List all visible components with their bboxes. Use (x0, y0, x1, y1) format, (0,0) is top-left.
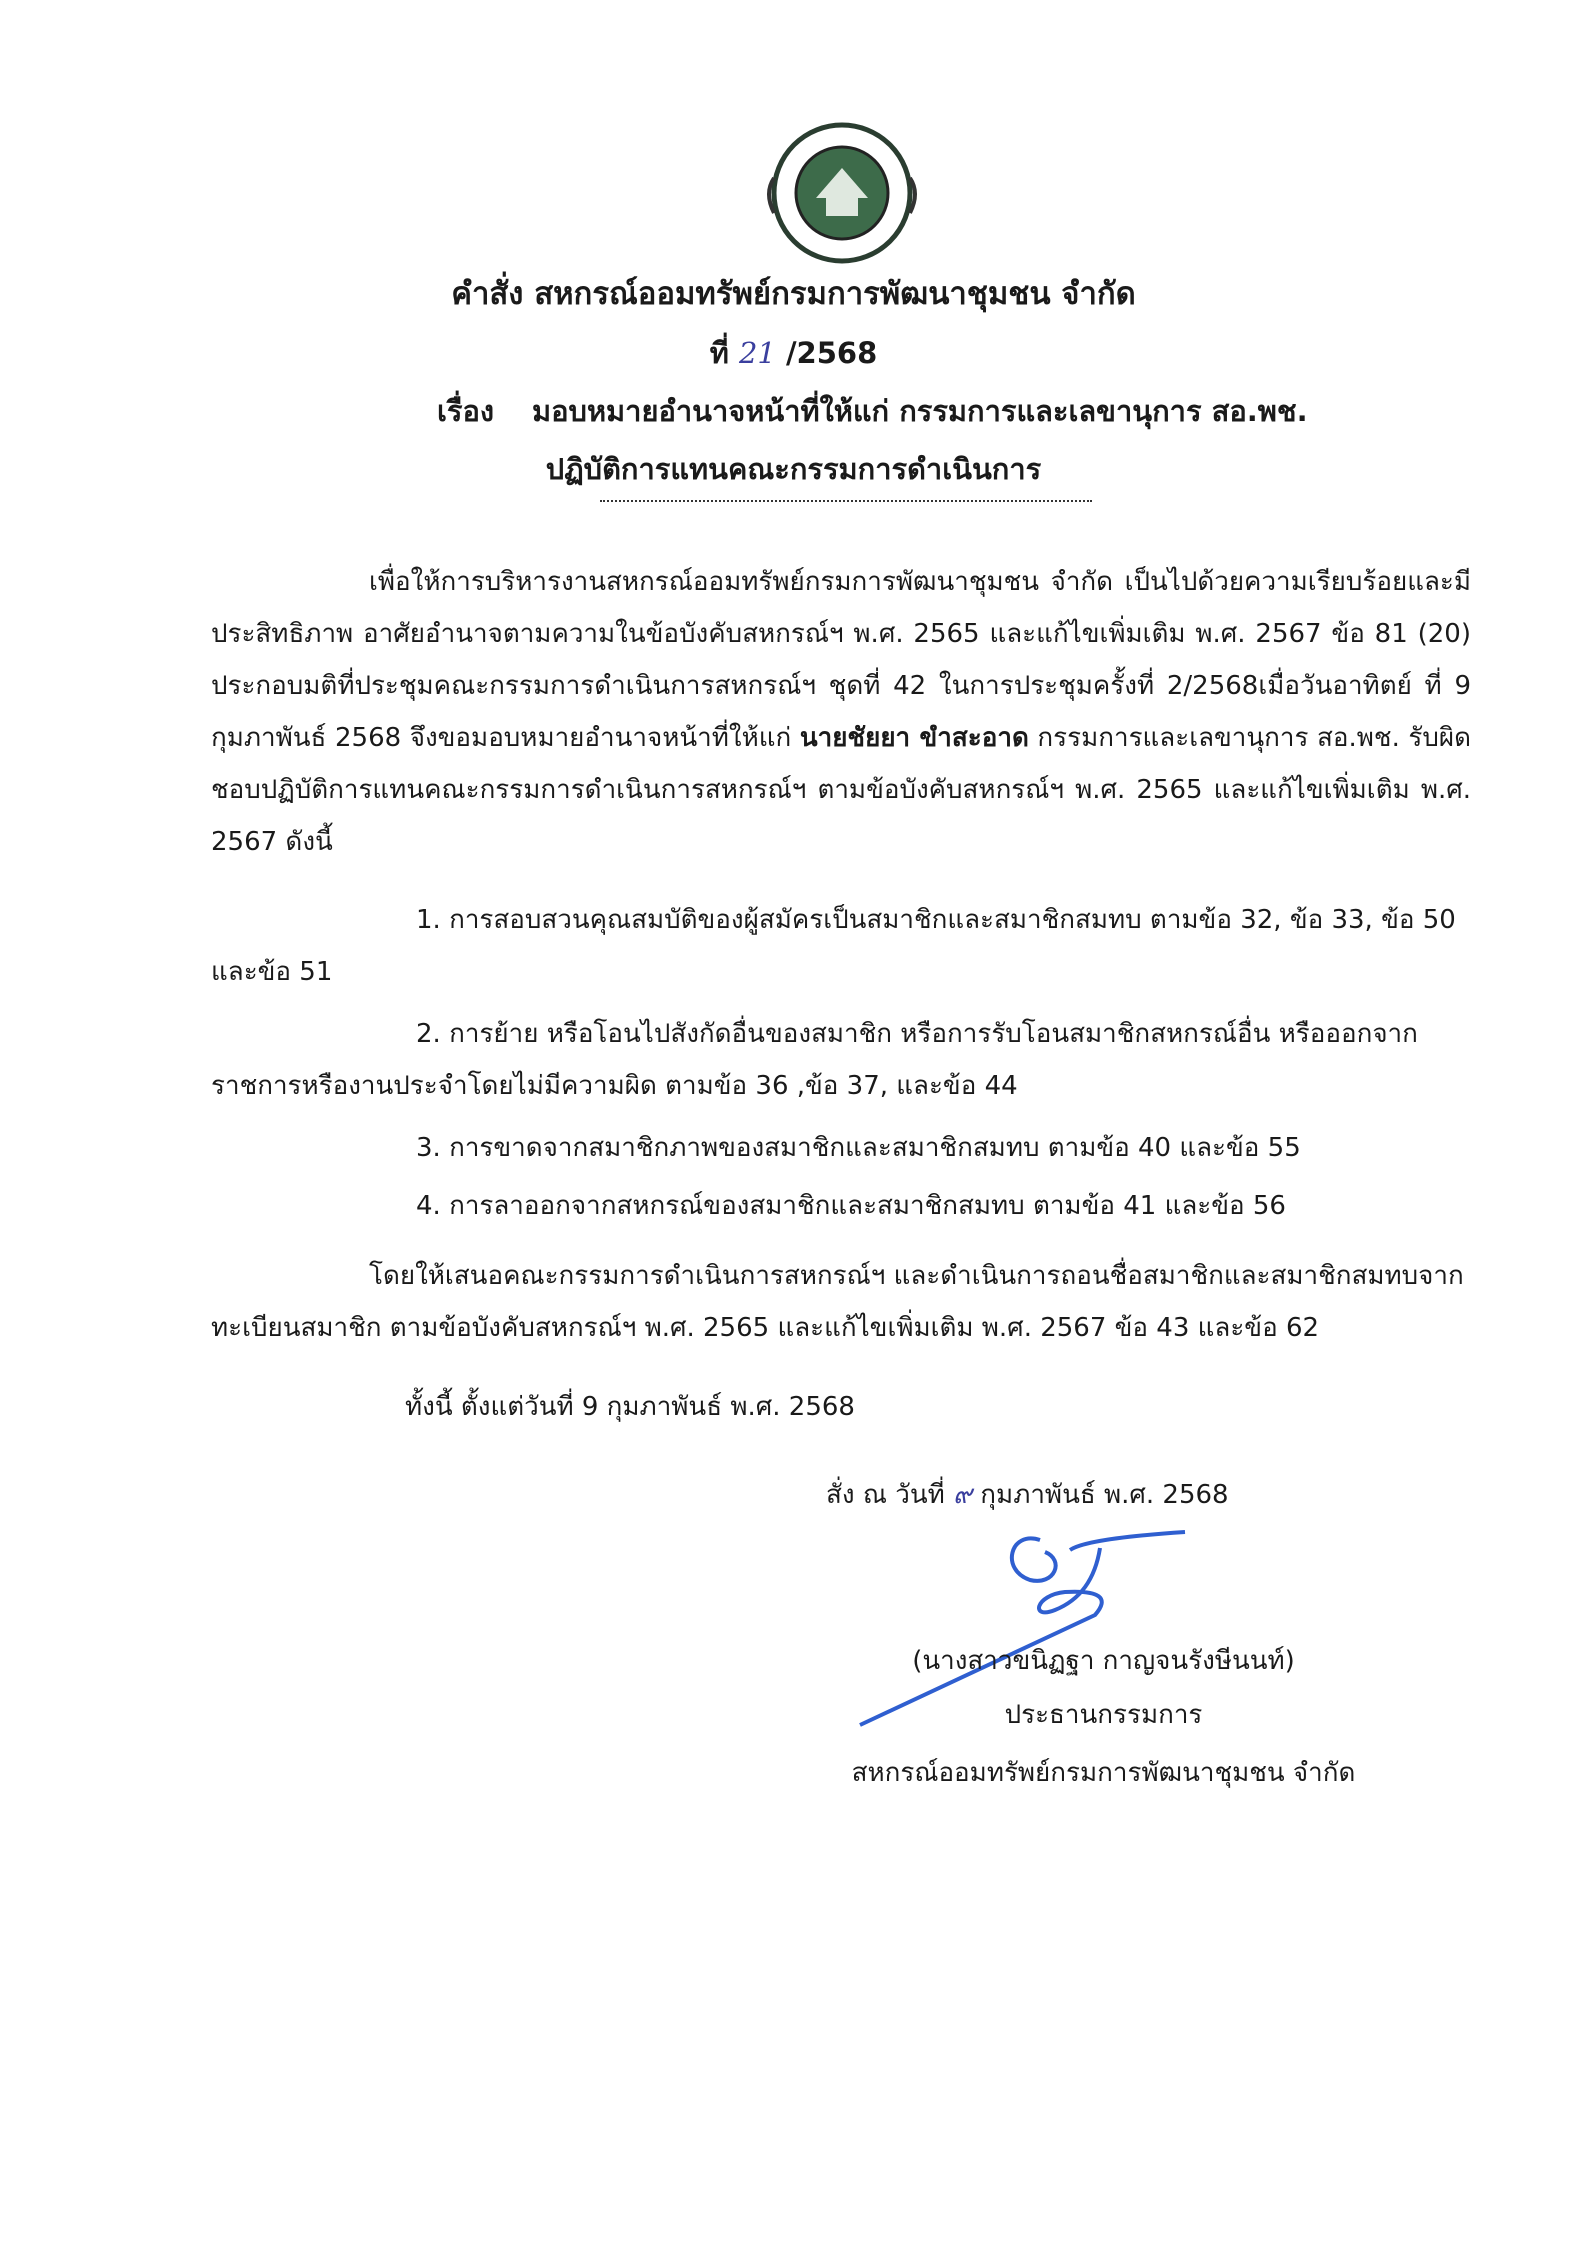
subject-line-2: ปฏิบัติการแทนคณะกรรมการดำเนินการ (545, 452, 1042, 486)
order-number-prefix: ที่ (709, 336, 739, 370)
cooperative-seal-logo (754, 118, 930, 268)
list-item: 2. การย้าย หรือโอนไปสังกัดอื่นของสมาชิก หรือการรับโอนสมาชิกสหกรณ์อื่น หรือออกจากราชการหรืองานประจำโดยไม่มีความผิด ตามข้อ 36 ,ข้อ 37, และข้อ 44 (211, 1019, 1418, 1101)
order-date-prefix: สั่ง ณ วันที่ (826, 1480, 953, 1510)
paragraph-2: โดยให้เสนอคณะกรรมการดำเนินการสหกรณ์ฯ และดำเนินการถอนชื่อสมาชิกและสมาชิกสมทบจากทะเบียนสมาชิก ตามข้อบังคับสหกรณ์ฯ พ.ศ. 2565 และแก้ไขเพิ่มเติม พ.ศ. 2567 ข้อ 43 และข้อ 62 (211, 1261, 1464, 1343)
paragraph-1-part-a: เพื่อให้การบริหารงานสหกรณ์ออมทรัพย์กรมการพัฒนาชุมชน จำกัด เป็นไปด้วยความเรียบร้อยและมีประสิทธิภาพ อาศัยอำนาจตามความในข้อบังคับสหกรณ์ฯ พ.ศ. 2565 และแก้ไขเพิ่มเติม พ.ศ. 2567 ข้อ 81 (20) ประกอบมติที่ประชุมคณะกรรมการดำเนินการสหกรณ์ฯ ชุดที่ 42 ในการประชุมครั้งที่ 2/2568เมื่อวันอาทิตย์ ที่ 9 กุมภาพันธ์ 2568 จึงขอมอบหมายอำนาจหน้าที่ให้แก่ (211, 567, 1471, 753)
delegate-name: นายชัยยา ขำสะอาด (799, 723, 1029, 753)
order-number (0, 330, 1587, 376)
order-date-suffix: กุมภาพันธ์ พ.ศ. 2568 (972, 1480, 1229, 1510)
signer-position: ประธานกรรมการ (1004, 1700, 1203, 1730)
effective-date: ทั้งนี้ ตั้งแต่วันที่ 9 กุมภาพันธ์ พ.ศ. 2568 (405, 1392, 855, 1422)
subject-label: เรื่อง (437, 394, 495, 428)
subject-line-1: มอบหมายอำนาจหน้าที่ให้แก่ กรรมการและเลขานุการ สอ.พช. (532, 394, 1308, 428)
list-item: 3. การขาดจากสมาชิกภาพของสมาชิกและสมาชิกสมทบ ตามข้อ 40 และข้อ 55 (416, 1133, 1301, 1163)
order-title: คำสั่ง สหกรณ์ออมทรัพย์กรมการพัฒนาชุมชน จำกัด (451, 276, 1136, 312)
order-number-handwritten: 21 (738, 336, 776, 370)
signer-name: (นางสาวขนิฏฐา กาญจนรังษีนนท์) (912, 1646, 1295, 1676)
signer-organization: สหกรณ์ออมทรัพย์กรมการพัฒนาชุมชน จำกัด (851, 1758, 1356, 1788)
list-item: 4. การลาออกจากสหกรณ์ของสมาชิกและสมาชิกสมทบ ตามข้อ 41 และข้อ 56 (416, 1191, 1286, 1221)
order-date-handwritten: ๙ (953, 1480, 973, 1510)
paragraph-1-part-b: กรรมการและเลขานุการ สอ.พช. รับผิดชอบปฏิบัติการแทนคณะกรรมการดำเนินการสหกรณ์ฯ ตามข้อบังคับสหกรณ์ฯ พ.ศ. 2565 และแก้ไขเพิ่มเติม พ.ศ. 2567 ดังนี้ (211, 723, 1472, 857)
list-item: 1. การสอบสวนคุณสมบัติของผู้สมัครเป็นสมาชิกและสมาชิกสมทบ ตามข้อ 32, ข้อ 33, ข้อ 50 และข้อ 51 (211, 905, 1456, 987)
paragraph-1 (211, 556, 1471, 868)
order-number-suffix: /2568 (775, 336, 878, 370)
dotted-divider (600, 500, 1092, 502)
order-date (826, 1474, 1229, 1515)
